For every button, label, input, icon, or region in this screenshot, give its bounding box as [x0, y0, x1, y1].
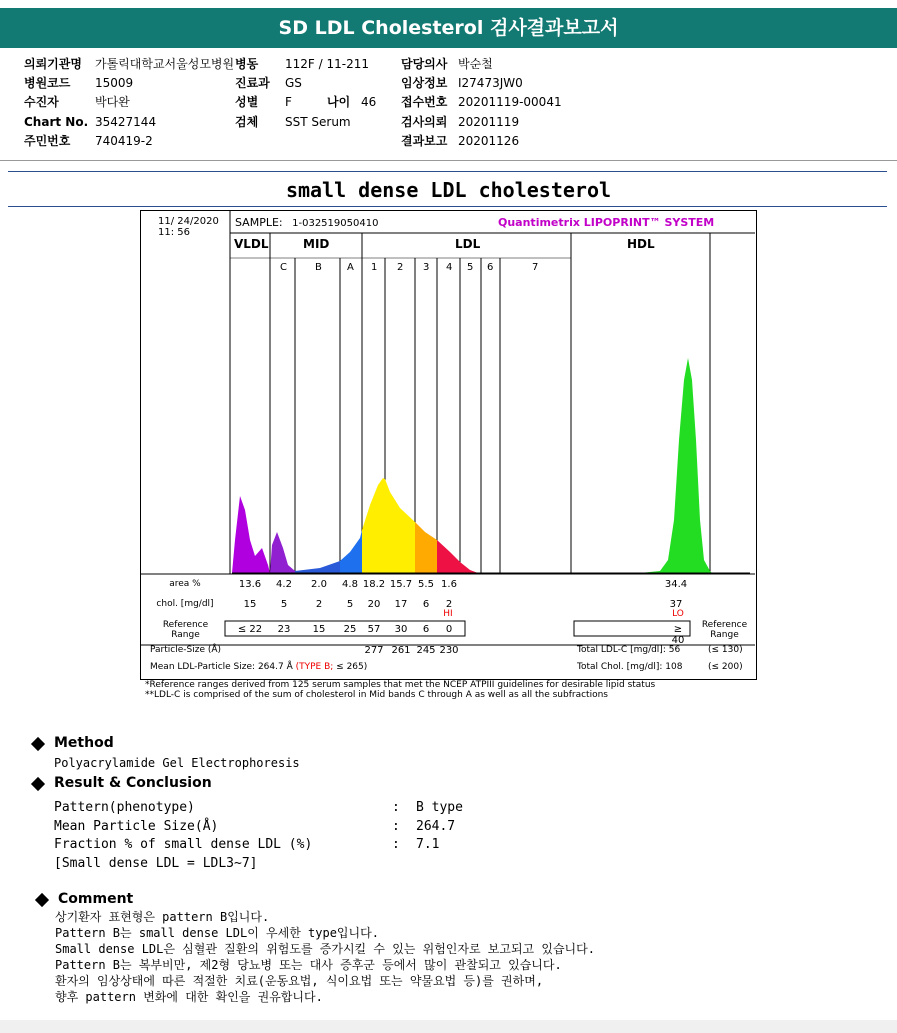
band-a: A	[347, 262, 354, 273]
footnote-1: *Reference ranges derived from 125 serum samples that met the NCEP ATPIII guidelines for desirable lipid status	[145, 680, 656, 690]
info-label: 주민번호	[24, 134, 71, 148]
ref-label-right: Reference Range	[701, 620, 748, 640]
chol-label: chol. [mg/dl]	[156, 599, 214, 609]
info-label: 성별	[235, 95, 259, 109]
hdl-peak	[640, 358, 712, 573]
info-value: 박순철	[458, 57, 493, 71]
total-chol-ref: (≤ 200)	[708, 662, 743, 672]
particle-cell: 230	[439, 645, 459, 656]
ref-label: Reference Range	[162, 620, 209, 640]
band-3: 3	[423, 262, 430, 273]
result-label: Fraction % of small dense LDL (%)	[54, 837, 313, 852]
method-text: Polyacrylamide Gel Electrophoresis	[54, 756, 300, 770]
mean-value: 264.7 Å	[257, 662, 293, 672]
info-value: GS	[285, 76, 302, 90]
info-label: 결과보고	[401, 134, 448, 148]
area-row-cell: 13.6	[238, 579, 262, 590]
info-label: 진료과	[235, 76, 270, 90]
report-date-value: 11/ 24/2020	[158, 216, 219, 227]
zone-mid: MID	[303, 237, 330, 251]
area-hdl: 34.4	[664, 579, 688, 590]
particle-label: Particle-Size (Å)	[150, 645, 222, 655]
total-chol-label: Total Chol. [mg/dl]:	[577, 662, 663, 672]
ldl1-peak	[362, 478, 385, 573]
info-value: 740419-2	[95, 134, 153, 148]
total-ldl-ref: (≤ 130)	[708, 645, 743, 655]
info-value: 가톨릭대학교서울성모병원	[95, 57, 235, 71]
sample-value: 1-032519050410	[292, 218, 379, 229]
ref-row-cell: 6	[422, 624, 430, 635]
particle-cell: 277	[364, 645, 384, 656]
info-label: 의뢰기관명	[24, 57, 82, 71]
ref-row-cell: 23	[277, 624, 291, 635]
band-2: 2	[397, 262, 404, 273]
info-label: 수진자	[24, 95, 59, 109]
method-title: Method	[54, 735, 114, 751]
info-value: 15009	[95, 76, 134, 90]
zone-ldl: LDL	[455, 237, 481, 251]
ref-row-cell: 0	[445, 624, 453, 635]
band-7: 7	[532, 262, 539, 273]
chol-hdl: 37	[669, 599, 683, 610]
mean-limit: ≤ 265)	[336, 662, 368, 672]
info-value: 35427144	[95, 115, 157, 129]
info-label: 담당의사	[401, 57, 448, 71]
total-chol	[577, 662, 682, 672]
result-title: Result & Conclusion	[54, 775, 212, 791]
mean-label: Mean LDL-Particle Size:	[150, 662, 256, 672]
chol-row-cell: 2	[315, 599, 323, 610]
comment-body	[55, 909, 595, 1005]
particle-cell: 261	[391, 645, 411, 656]
ref-row-cell: 15	[312, 624, 326, 635]
result-value: 7.1	[416, 837, 440, 852]
info-label: Chart No.	[24, 115, 89, 129]
area-row-cell: 18.2	[362, 579, 386, 590]
section-title: small dense LDL cholesterol	[285, 178, 612, 202]
info-value: 20201126	[458, 134, 520, 148]
mean-type: (TYPE B;	[295, 662, 334, 672]
area-row-cell: 2.0	[311, 579, 327, 590]
ldl1-peak-b	[385, 479, 415, 573]
info-value: SST Serum	[285, 115, 351, 129]
result-colon: :	[392, 800, 400, 815]
result-label: Pattern(phenotype)	[54, 800, 195, 815]
result-note: [Small dense LDL = LDL3~7]	[54, 856, 258, 871]
comment-line: 상기환자 표현형은 pattern B입니다.	[55, 910, 270, 924]
ref-row-cell: ≤ 22	[237, 624, 263, 635]
total-chol-value: 108	[665, 662, 683, 672]
ref-hdl: ≥ 40	[671, 624, 685, 646]
hi-flag: HI	[443, 609, 453, 619]
info-value: 20201119	[458, 115, 520, 129]
comment-line: Pattern B는 복부비만, 제2형 당뇨병 또는 대사 증후군 등에서 많이 관찰되고 있습니다.	[55, 958, 562, 972]
total-ldl-value: 56	[668, 645, 681, 655]
comment-line: Small dense LDL은 심혈관 질환의 위험도를 증가시킬 수 있는 위험인자로 보고되고 있습니다.	[55, 942, 595, 956]
vldl-peak	[232, 496, 270, 573]
band-c: C	[280, 262, 287, 273]
ref-row-cell: 30	[394, 624, 408, 635]
info-label: 검체	[235, 115, 259, 129]
chol-row-cell: 15	[243, 599, 257, 610]
comment-line: Pattern B는 small dense LDL이 우세한 type입니다.	[55, 926, 379, 940]
area-row-cell: 1.6	[441, 579, 457, 590]
ref-row-cell: 25	[343, 624, 357, 635]
total-ldl	[577, 645, 680, 655]
zone-hdl: HDL	[627, 237, 655, 251]
chol-row-cell: 2	[445, 599, 453, 610]
area-label: area %	[169, 579, 201, 589]
chol-row-cell: 5	[346, 599, 354, 610]
age-label: 나이	[327, 95, 351, 109]
age-value: 46	[361, 95, 377, 109]
area-row-cell: 4.8	[342, 579, 358, 590]
info-label: 임상정보	[401, 76, 448, 90]
chol-row-cell: 6	[422, 599, 430, 610]
comment-line: 환자의 임상상태에 따른 적절한 치료(운동요법, 식이요법 또는 약물요법 등)를 권하며,	[55, 974, 544, 988]
area-row-cell: 15.7	[389, 579, 413, 590]
midband-b-peak	[295, 561, 340, 573]
result-colon: :	[392, 837, 400, 852]
zone-vldl: VLDL	[234, 237, 269, 251]
area-row-cell: 4.2	[276, 579, 292, 590]
total-ldl-label: Total LDL-C [mg/dl]:	[577, 645, 666, 655]
chol-row-cell: 5	[280, 599, 288, 610]
lo-flag: LO	[672, 609, 684, 619]
comment-line: 향후 pattern 변화에 대한 확인을 권유합니다.	[55, 990, 323, 1004]
mean-size	[150, 662, 367, 672]
comment-title: Comment	[58, 891, 134, 907]
result-value: B type	[416, 800, 463, 815]
brand-logo: Quantimetrix LIPOPRINT™ SYSTEM	[498, 216, 715, 229]
band-1: 1	[371, 262, 378, 273]
sample-label: SAMPLE:	[235, 216, 283, 229]
result-colon: :	[392, 819, 400, 834]
bottom-bar	[0, 1020, 897, 1033]
midband-c-peak	[270, 532, 295, 573]
info-label: 병원코드	[24, 76, 71, 90]
info-value: 20201119-00041	[458, 95, 562, 109]
ldl3-peak	[437, 540, 478, 573]
info-value: F	[285, 95, 292, 109]
report-title: SD LDL Cholesterol 검사결과보고서	[0, 8, 897, 48]
info-value: 112F / 11-211	[285, 57, 369, 71]
result-value: 264.7	[416, 819, 456, 834]
report-time-value: 11: 56	[158, 227, 190, 238]
footnote-2: **LDL-C is comprised of the sum of cholesterol in Mid bands C through A as well as all the subfractions	[145, 690, 608, 700]
particle-cell: 245	[416, 645, 436, 656]
info-value: 박다완	[95, 95, 130, 109]
result-label: Mean Particle Size(Å)	[54, 819, 219, 834]
band-4: 4	[446, 262, 453, 273]
band-6: 6	[487, 262, 494, 273]
ldl2-peak	[415, 522, 437, 573]
chol-row-cell: 17	[394, 599, 408, 610]
chol-row-cell: 20	[367, 599, 381, 610]
band-5: 5	[467, 262, 474, 273]
info-value: I27473JW0	[458, 76, 523, 90]
info-label: 접수번호	[401, 95, 448, 109]
area-row-cell: 5.5	[418, 579, 434, 590]
ref-row-cell: 57	[367, 624, 381, 635]
info-label: 검사의뢰	[401, 115, 448, 129]
band-b: B	[315, 262, 322, 273]
info-label: 병동	[235, 57, 259, 71]
midband-a-peak	[340, 530, 362, 573]
